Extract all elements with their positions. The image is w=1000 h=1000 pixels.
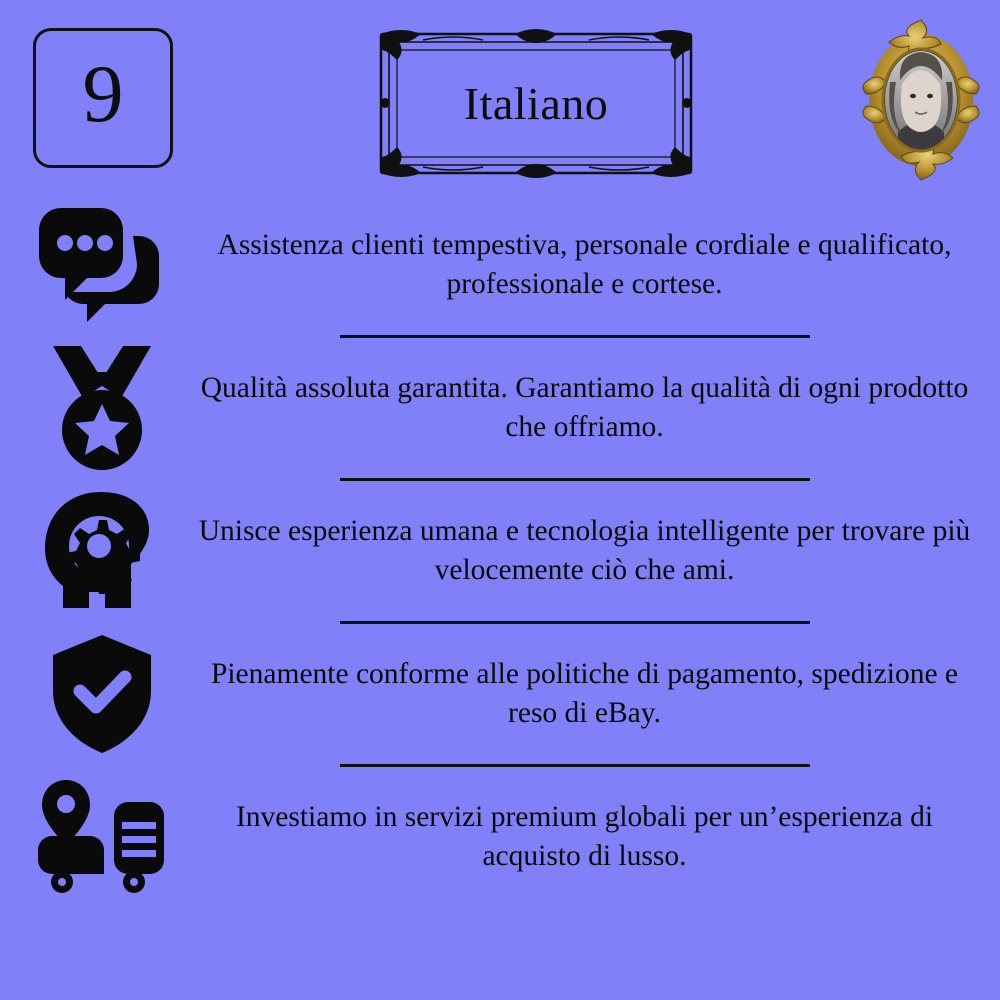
page-title: Italiano: [463, 78, 609, 129]
list-item: [14, 767, 986, 907]
list-item-text: Assistenza clienti tempestiva, personale cordiale e qualificato, professionale e cortese.: [217, 228, 952, 300]
number-badge: [33, 28, 173, 168]
row-icon-shield: [14, 633, 189, 755]
list-item-text: Pienamente conforme alle politiche di pagamento, spedizione e reso di eBay.: [210, 657, 959, 729]
head-gear-icon: [39, 490, 165, 612]
portrait-frame-icon: [860, 12, 982, 184]
row-icon-delivery: [14, 778, 189, 896]
shield-check-icon: [47, 633, 157, 755]
title-ornamental-frame: [375, 26, 697, 181]
list-item: [14, 481, 986, 621]
list-item: [14, 338, 986, 478]
medal-star-icon: [41, 344, 163, 472]
benefits-list: [0, 195, 1000, 907]
row-icon-head-gear: [14, 490, 189, 612]
delivery-location-icon: [36, 778, 168, 896]
card-header: [0, 0, 1000, 195]
list-item-text: Qualità assoluta garantita. Garantiamo la qualità di ogni prodotto che offriamo.: [200, 371, 969, 443]
list-item: [14, 195, 986, 335]
list-item-text: Unisce esperienza umana e tecnologia intelligente per trovare più velocemente ciò che ami.: [198, 514, 971, 586]
row-icon-medal: [14, 344, 189, 472]
number-badge-value: 9: [82, 48, 124, 139]
list-item: [14, 624, 986, 764]
list-item-text: Investiamo in servizi premium globali per un’esperienza di acquisto di lusso.: [235, 800, 934, 872]
chat-bubbles-icon: [37, 206, 167, 324]
row-icon-chat: [14, 206, 189, 324]
portrait-frame: [860, 12, 982, 184]
